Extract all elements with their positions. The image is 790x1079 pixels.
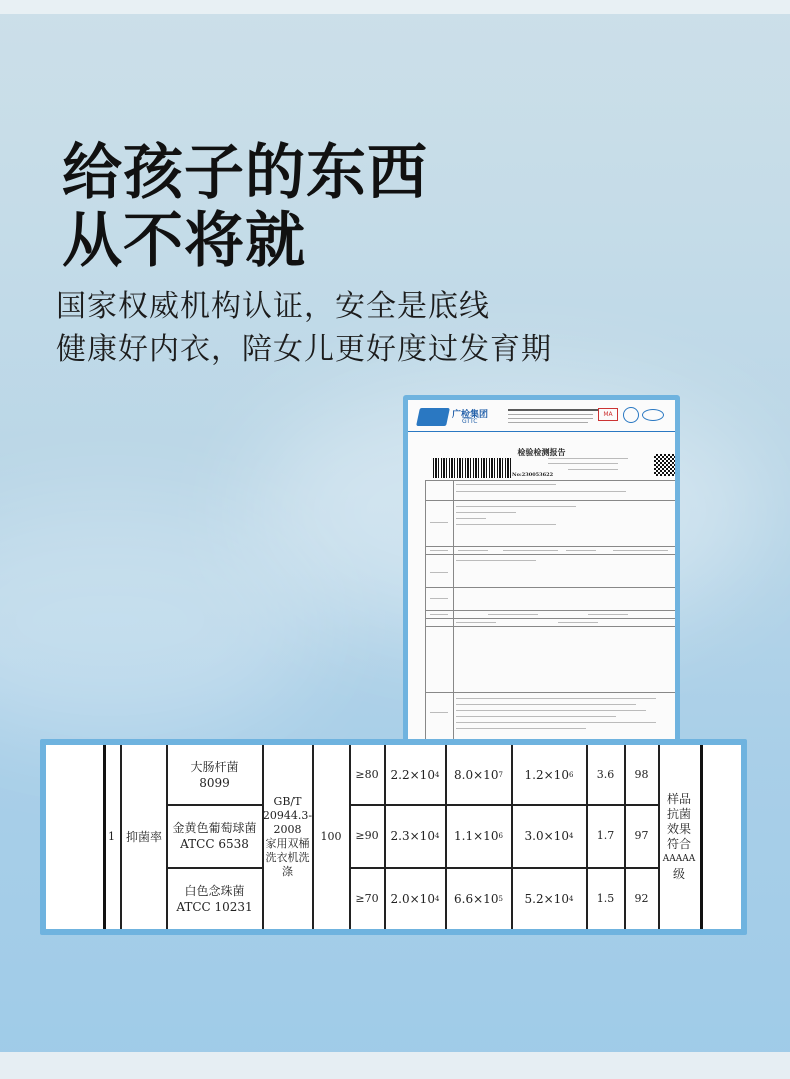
form-label xyxy=(430,712,448,713)
certificate-org-text xyxy=(508,414,593,415)
value-a: 2.0×10 4 xyxy=(390,891,440,906)
form-text xyxy=(456,722,656,723)
value-c: 3.0×10 4 xyxy=(524,829,574,843)
organism-name: 金黄色葡萄球菌 xyxy=(172,821,257,835)
value-d: 1.5 xyxy=(596,891,615,905)
organism-cell xyxy=(167,868,262,929)
form-text xyxy=(613,550,668,551)
value-c: 1.2×10 6 xyxy=(524,767,574,782)
value-a: 2.3×10 4 xyxy=(390,829,440,843)
form-text xyxy=(503,550,558,551)
value-b: 8.0×10 7 xyxy=(454,767,503,782)
gttc-logo-icon xyxy=(416,408,450,426)
form-text xyxy=(456,491,626,492)
test-factor: 100 xyxy=(320,830,342,843)
certificate-org-text xyxy=(508,422,588,423)
certificate-org-text xyxy=(508,418,593,419)
test-standard xyxy=(263,745,312,929)
certificate-title: 检验检测报告 xyxy=(517,447,566,457)
headline-line-2: 从不将就 xyxy=(62,206,306,276)
value-b: 6.6×10 5 xyxy=(454,891,503,906)
form-text xyxy=(458,550,488,551)
form-text xyxy=(566,550,596,551)
conclusion-line: 效果 xyxy=(666,822,691,836)
standard-line: GB/T xyxy=(273,795,302,808)
subline-line-1: 国家权威机构认证，安全是底线 xyxy=(56,289,490,324)
form-line xyxy=(425,500,675,501)
form-label xyxy=(430,598,448,599)
form-line xyxy=(425,480,675,481)
report-meta-text xyxy=(548,458,628,459)
form-text xyxy=(456,622,496,623)
report-number: No:230053622 xyxy=(512,472,554,478)
table-border xyxy=(700,745,703,929)
form-line xyxy=(425,618,675,619)
form-text xyxy=(488,614,538,615)
cnas-mark-icon xyxy=(642,409,664,421)
form-text xyxy=(558,622,598,623)
test-conclusion xyxy=(658,745,700,929)
conclusion-line: 级 xyxy=(672,867,685,881)
headline-line-1: 给孩子的东西 xyxy=(62,138,428,208)
report-meta-text xyxy=(568,469,618,470)
value-c: 5.2×10 4 xyxy=(524,891,574,906)
form-label xyxy=(430,522,448,523)
organism-name: 大肠杆菌 xyxy=(190,759,239,774)
form-text xyxy=(456,698,656,699)
value-base: 2.0×10 xyxy=(390,891,435,906)
value-base: 5.2×10 xyxy=(524,891,569,906)
form-line xyxy=(425,610,675,611)
certificate-brand-en: GTTC xyxy=(462,418,478,425)
rate-value: 98 xyxy=(634,767,649,781)
form-label xyxy=(430,550,448,551)
antibacterial-test-table xyxy=(46,745,741,929)
form-text xyxy=(588,614,628,615)
form-line xyxy=(425,626,675,627)
row-index: 1 xyxy=(108,830,115,843)
inspection-report-certificate xyxy=(408,400,675,744)
form-line xyxy=(425,546,675,547)
conclusion-line: 符合 xyxy=(666,837,691,851)
test-item: 抑菌率 xyxy=(125,830,162,844)
value-base: 6.6×10 xyxy=(454,891,499,906)
form-text xyxy=(456,506,576,507)
requirement: ≥80 xyxy=(355,767,379,781)
value-base: 2.2×10 xyxy=(390,767,435,782)
requirement: ≥90 xyxy=(355,829,379,842)
form-text xyxy=(456,524,556,525)
standard-line: 20944.3- xyxy=(262,809,313,822)
organism-code: 8099 xyxy=(199,775,230,790)
qr-code-icon xyxy=(654,454,675,476)
conclusion-line: 抗菌 xyxy=(666,807,691,821)
ilac-mark-icon xyxy=(623,407,639,423)
value-d: 3.6 xyxy=(596,767,615,781)
form-text xyxy=(456,484,556,485)
organism-cell xyxy=(167,805,262,867)
organism-name: 白色念珠菌 xyxy=(184,883,245,898)
value-base: 3.0×10 xyxy=(524,829,569,843)
conclusion-line: AAAAA xyxy=(662,854,696,864)
value-a: 2.2×10 4 xyxy=(390,767,440,782)
form-text xyxy=(456,560,536,561)
organism-code: ATCC 10231 xyxy=(176,899,253,914)
value-base: 1.2×10 xyxy=(524,767,569,782)
standard-line: 洗衣机洗 xyxy=(265,851,310,864)
form-line xyxy=(425,554,675,555)
form-line xyxy=(425,587,675,588)
form-text xyxy=(456,728,586,729)
standard-line: 涤 xyxy=(282,865,293,878)
value-base: 8.0×10 xyxy=(454,767,499,782)
subline-line-2: 健康好内衣，陪女儿更好度过发育期 xyxy=(56,332,552,367)
form-text xyxy=(456,710,646,711)
organism-cell xyxy=(167,745,262,804)
form-text xyxy=(456,704,636,705)
rate-value: 97 xyxy=(634,829,649,842)
barcode-icon xyxy=(433,458,511,478)
form-label xyxy=(430,614,448,615)
form-line xyxy=(425,692,675,693)
form-text xyxy=(456,518,486,519)
top-band xyxy=(0,0,790,14)
value-base: 1.1×10 xyxy=(454,829,499,843)
report-meta-text xyxy=(548,463,618,464)
divider xyxy=(408,431,675,432)
value-d: 1.7 xyxy=(596,829,615,842)
certificate-brand: 广检集团 xyxy=(452,410,489,420)
standard-line: 2008 xyxy=(273,823,302,836)
rate-value: 92 xyxy=(634,891,649,905)
value-b: 1.1×10 6 xyxy=(454,829,503,843)
cma-seal-icon: MA xyxy=(598,408,618,421)
form-text xyxy=(456,716,616,717)
standard-line: 家用双桶 xyxy=(265,837,310,850)
form-line xyxy=(425,480,426,744)
certificate-org-text xyxy=(508,409,598,411)
form-text xyxy=(456,512,516,513)
conclusion-line: 样品 xyxy=(666,792,691,806)
form-label xyxy=(430,572,448,573)
organism-code: ATCC 6538 xyxy=(180,837,249,851)
bottom-band xyxy=(0,1052,790,1079)
value-base: 2.3×10 xyxy=(390,829,435,843)
form-line xyxy=(453,480,454,744)
requirement: ≥70 xyxy=(355,891,379,905)
